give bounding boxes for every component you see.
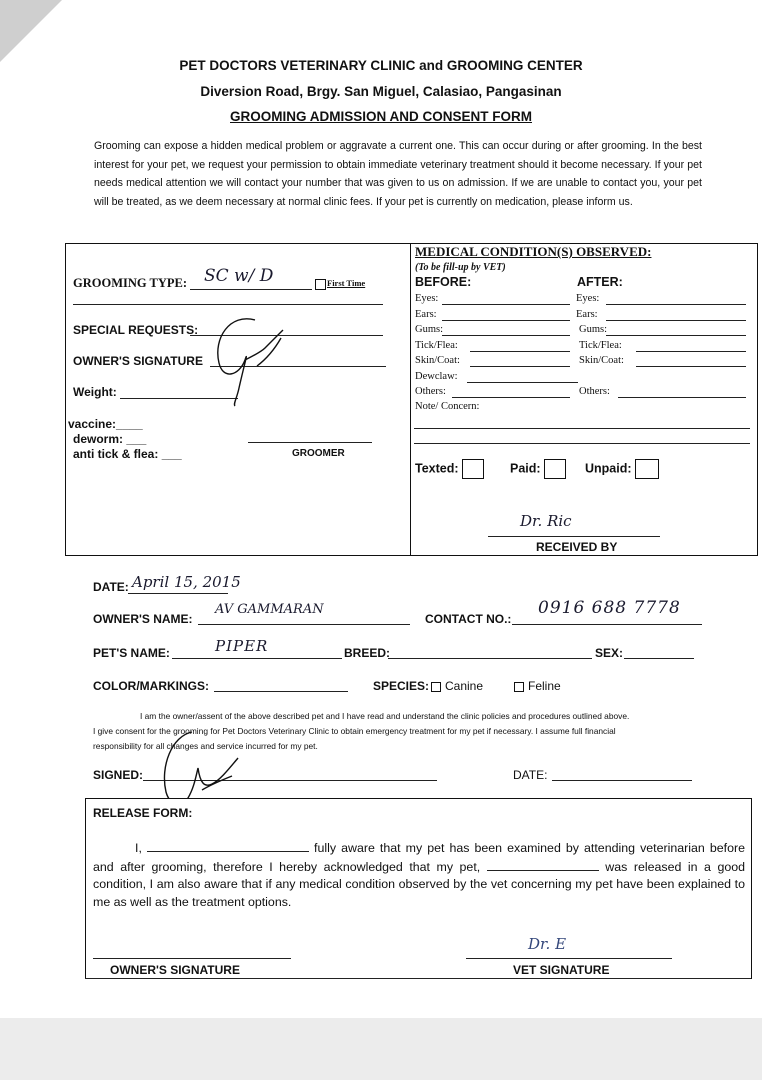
vet-signature-value[interactable]: Dr. E: [528, 935, 567, 953]
owner-name-value[interactable]: AV GAMMARAN: [215, 602, 324, 617]
before-item-line[interactable]: [470, 351, 570, 352]
release-owner-signature-line: [93, 958, 291, 959]
weight-label: Weight:: [73, 385, 117, 399]
special-requests-label: SPECIAL REQUESTS:: [73, 323, 199, 337]
after-item-line[interactable]: [606, 335, 746, 336]
admission-divider: [410, 243, 411, 555]
scan-bottom-shade: [0, 1018, 762, 1080]
clinic-name: PET DOCTORS VETERINARY CLINIC and GROOMING CENTER: [179, 58, 583, 73]
color-markings-line: [214, 691, 348, 692]
grooming-type-line-2: [73, 304, 383, 305]
consent-date-label: DATE:: [513, 768, 548, 782]
texted-label: Texted:: [415, 461, 459, 476]
consent-date-line: [552, 780, 692, 781]
after-label: AFTER:: [577, 275, 623, 289]
color-markings-label: COLOR/MARKINGS:: [93, 679, 209, 693]
note-label: Note/ Concern:: [415, 401, 480, 412]
pet-name-label: PET'S NAME:: [93, 646, 170, 660]
paid-field: [510, 459, 566, 479]
intro-paragraph: Grooming can expose a hidden medical problem or aggravate a current one. This can occur during or after grooming. In the best interest for your pet, we request your permission to obtain immediate veterinary treatment should it become necessary. If your pet needs medical attention we will contact your number that was given to us on admission. If we are unable to contact you, your pet will be treated, as we deem necessary at normal clinic fees. If your pet is currently on medication, please inform us.: [94, 140, 702, 208]
after-item-label: Ears:: [576, 308, 598, 320]
release-owner-signature-label: OWNER'S SIGNATURE: [110, 963, 240, 977]
clinic-address: Diversion Road, Brgy. San Miguel, Calasiao, Pangasinan: [200, 84, 562, 99]
first-time-label: First Time: [327, 278, 366, 288]
vet-signature-line: [466, 958, 672, 959]
grooming-type-line: [190, 289, 312, 290]
release-text-start: I,: [135, 841, 142, 855]
medical-subtitle: (To be fill-up by VET): [415, 262, 506, 273]
before-item-line[interactable]: [442, 320, 570, 321]
before-item-line[interactable]: [467, 382, 578, 383]
after-item-line[interactable]: [636, 351, 746, 352]
after-item-label: Skin/Coat:: [579, 355, 624, 366]
texted-field: [415, 459, 484, 479]
release-box-bottom: [85, 978, 751, 979]
consent-line-1: I am the owner/assent of the above described pet and I have read and understand the clinic policies and procedures outlined above.: [140, 711, 630, 721]
contact-value[interactable]: 0916 688 7778: [538, 598, 681, 618]
unpaid-field: [585, 459, 659, 479]
before-item-line[interactable]: [452, 397, 570, 398]
scan-fold-corner: [0, 0, 62, 62]
release-title: RELEASE FORM:: [93, 806, 193, 820]
owner-signature-scribble-icon: [195, 308, 295, 408]
grooming-type-label: GROOMING TYPE:: [73, 276, 188, 290]
canine-label: Canine: [445, 679, 484, 693]
consent-line-2: I give consent for the grooming for Pet Doctors Veterinary Clinic to obtain emergency treatment for my pet if necessary. I assume full financial: [93, 726, 616, 736]
before-item-label: Others:: [415, 386, 446, 397]
before-item-label: Eyes:: [415, 293, 439, 304]
canine-option[interactable]: [431, 679, 483, 693]
before-label: BEFORE:: [415, 275, 472, 289]
received-by-line: [488, 536, 660, 537]
received-by-value[interactable]: Dr. Ric: [520, 512, 572, 530]
release-owner-name-blank[interactable]: [147, 839, 309, 852]
canine-checkbox[interactable]: [431, 682, 441, 692]
after-item-line[interactable]: [606, 320, 746, 321]
pet-name-value[interactable]: PIPER: [215, 637, 269, 655]
release-paragraph: [93, 839, 745, 911]
note-line-1: [414, 428, 750, 429]
before-item-label: Skin/Coat:: [415, 355, 460, 366]
paid-checkbox[interactable]: [544, 459, 566, 479]
breed-label: BREED:: [344, 646, 391, 660]
before-item-line[interactable]: [442, 304, 570, 305]
deworm-label: deworm: ___: [73, 432, 147, 446]
date-label: DATE:: [93, 580, 129, 594]
before-item-label: Ears:: [415, 308, 437, 320]
texted-checkbox[interactable]: [462, 459, 484, 479]
species-label: SPECIES:: [373, 679, 430, 693]
grooming-type-value[interactable]: SC w/ D: [204, 266, 274, 286]
sex-label: SEX:: [595, 646, 624, 660]
received-by-label: RECEIVED BY: [536, 540, 618, 554]
contact-label: CONTACT NO.:: [425, 612, 512, 626]
after-item-label: Others:: [579, 386, 610, 397]
owner-name-line: [198, 624, 410, 625]
before-item-label: Dewclaw:: [415, 370, 458, 382]
after-item-line[interactable]: [618, 397, 746, 398]
date-line: [128, 593, 228, 594]
feline-label: Feline: [528, 679, 561, 693]
after-item-line[interactable]: [636, 366, 746, 367]
unpaid-checkbox[interactable]: [635, 459, 659, 479]
form-title: GROOMING ADMISSION AND CONSENT FORM: [230, 109, 532, 124]
owner-name-label: OWNER'S NAME:: [93, 612, 193, 626]
before-item-label: Gums:: [415, 324, 444, 335]
before-item-line[interactable]: [470, 366, 570, 367]
first-time-option[interactable]: [315, 278, 365, 290]
before-item-line[interactable]: [442, 335, 570, 336]
unpaid-label: Unpaid:: [585, 461, 632, 476]
after-item-label: Eyes:: [576, 293, 600, 304]
release-text-mid-2: was released in a good condition, I am also aware that if any medical condition observed by the vet concerning my pet have been explained to me as well as the treatment options.: [93, 859, 746, 909]
feline-option[interactable]: [514, 679, 561, 693]
release-text-mid-1: fully aware that my pet has been examined by attending veterinarian before and after grooming, therefore I hereby acknowledged that my pet,: [93, 841, 745, 874]
sex-line: [624, 658, 694, 659]
breed-line: [388, 658, 592, 659]
release-pet-name-blank[interactable]: [487, 858, 599, 871]
before-item-label: Tick/Flea:: [415, 339, 458, 351]
groomer-line: [248, 442, 372, 443]
after-item-line[interactable]: [606, 304, 746, 305]
date-value[interactable]: April 15, 2015: [132, 573, 241, 591]
note-line-2: [414, 443, 750, 444]
vaccine-label: vaccine:____: [68, 417, 143, 431]
contact-line: [512, 624, 702, 625]
consent-line-3: responsibility for all changes and service incurred for my pet.: [93, 741, 318, 751]
after-item-label: Gums:: [579, 324, 608, 335]
anti-tick-label: anti tick & flea: ___: [73, 447, 182, 461]
pet-name-line: [172, 658, 342, 659]
signed-label: SIGNED:: [93, 768, 144, 782]
groomer-label: GROOMER: [292, 448, 345, 459]
feline-checkbox[interactable]: [514, 682, 524, 692]
medical-title: MEDICAL CONDITION(S) OBSERVED:: [415, 244, 652, 259]
vet-signature-label: VET SIGNATURE: [513, 963, 610, 977]
first-time-checkbox[interactable]: [315, 279, 326, 290]
owner-signature-label: OWNER'S SIGNATURE: [73, 354, 203, 368]
paid-label: Paid:: [510, 461, 541, 476]
after-item-label: Tick/Flea:: [579, 339, 622, 351]
